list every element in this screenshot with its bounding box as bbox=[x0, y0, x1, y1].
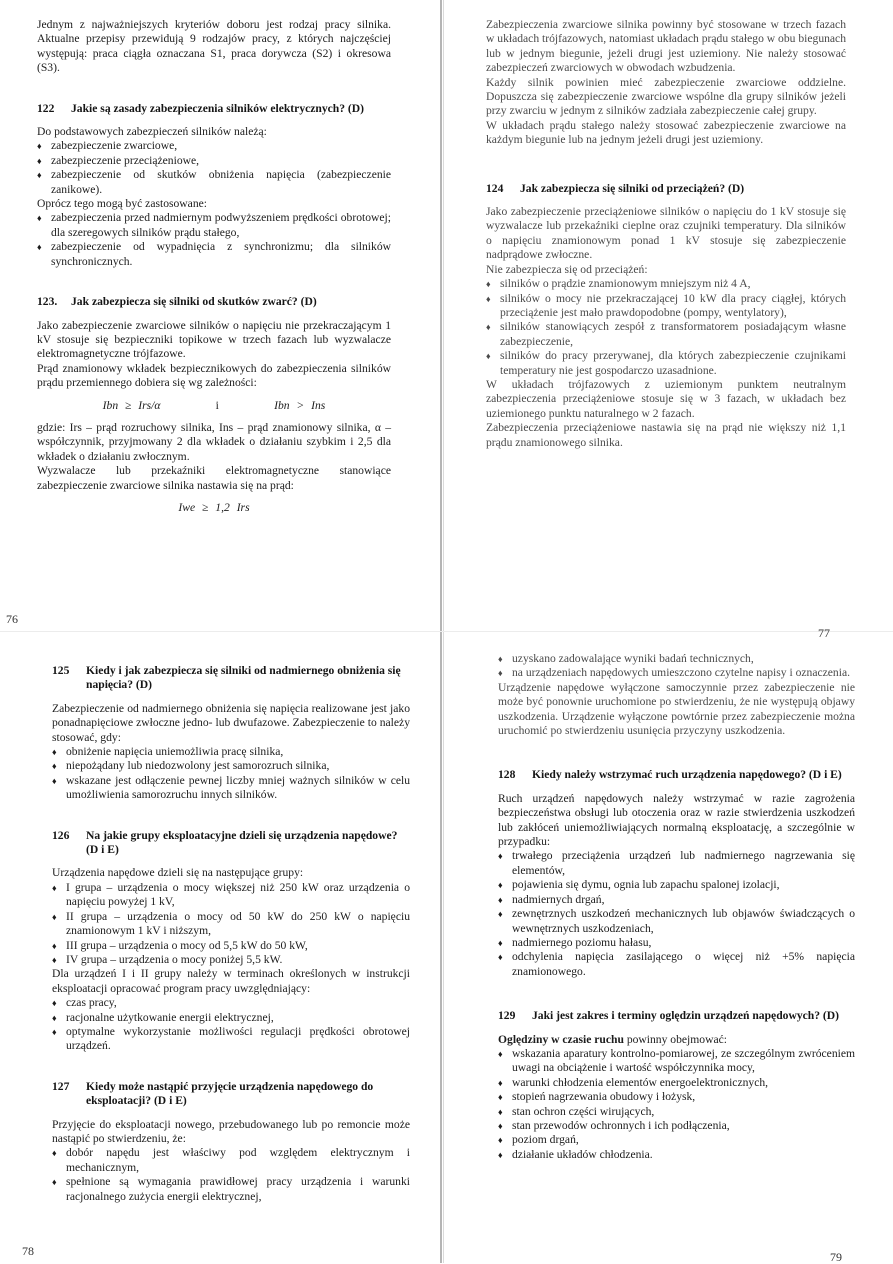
question-title: Jak zabezpiecza się silniki od skutków zwarć? (D) bbox=[71, 295, 317, 309]
question-number: 122 bbox=[37, 101, 55, 115]
page-79-column bbox=[498, 652, 855, 1162]
list-item: ♦ stopień nagrzewania obudowy i łożysk, bbox=[498, 1090, 855, 1104]
list-item: ♦ silników do pracy przerywanej, dla których zabezpieczenie czujnikami temperatury nie jest gospodarczo uzasadnione. bbox=[486, 349, 846, 378]
formula-trip: Iwe ≥ 1,2 Irs bbox=[178, 500, 250, 514]
page-76-column bbox=[37, 18, 391, 523]
answer-paragraph: gdzie: Irs – prąd rozruchowy silnika, Ins – prąd znamionowy silnika, α – współczynnik, przyjmowany 2 dla wkładek o działaniu szybkim i 2,5 dla wkładek o działaniu zwłocznym. bbox=[37, 420, 391, 463]
page-78-column bbox=[52, 638, 410, 1204]
answer-paragraph: Dla urządzeń I i II grupy należy w terminach określonych w instrukcji eksploatacji opracować program pracy uwzględniający: bbox=[52, 967, 410, 995]
page-76 bbox=[0, 0, 440, 631]
list-item: ♦ zabezpieczenie przeciążeniowe, bbox=[37, 154, 391, 168]
question-129 bbox=[498, 1009, 855, 1023]
list-item: ♦ trwałego przeciążenia urządzeń lub nadmiernego nagrzewania się elementów, bbox=[498, 849, 855, 878]
bullet-list bbox=[37, 211, 391, 269]
question-number: 127 bbox=[52, 1079, 70, 1093]
list-item: ♦ spełnione są wymagania prawidłowej pracy urządzenia i warunki racjonalnego zużycia energii elektrycznej, bbox=[52, 1175, 410, 1204]
bullet-list bbox=[52, 996, 410, 1054]
bullet-list bbox=[37, 139, 391, 197]
answer-lead-rest: powinny obejmować: bbox=[623, 1032, 727, 1046]
answer-paragraph: Zabezpieczenia zwarciowe silnika powinny być stosowane w trzech fazach w układach trójfazowych, natomiast układach prądu stałego w obu biegunach lub w jednym biegunie, jeżeli drugi jest uziemiony. Nie należy stosować zabezpieczeń zwarciowych w obwodach wzbudzenia. bbox=[486, 18, 846, 75]
question-title: Na jakie grupy eksploatacyjne dzieli się urządzenia napędowe? (D i E) bbox=[86, 828, 398, 857]
list-item: ♦ zabezpieczenia przed nadmiernym podwyższeniem prędkości obrotowej; dla szeregowych silników prądu stałego, bbox=[37, 211, 391, 240]
list-item: ♦ poziom drgań, bbox=[498, 1133, 855, 1147]
answer-paragraph: Każdy silnik powinien mieć zabezpieczenie zwarciowe oddzielne. Dopuszcza się zabezpieczenie zwarciowe wspólne dla grupy silników jeżeli przy zwarciu w jednym z silników zadziała zabezpieczenie całej grupy. bbox=[486, 75, 846, 118]
list-item: ♦ pojawienia się dymu, ognia lub zapachu spalonej izolacji, bbox=[498, 878, 855, 892]
question-126 bbox=[52, 829, 410, 858]
bullet-list bbox=[486, 277, 846, 378]
answer-paragraph: Zabezpieczenia przeciążeniowe nastawia się na prąd nie większy niż 1,1 prądu znamionowego silnika. bbox=[486, 421, 846, 449]
question-125 bbox=[52, 664, 410, 693]
list-item: ♦ działanie układów chłodzenia. bbox=[498, 1148, 855, 1162]
formula-part: Ibn > Ins bbox=[274, 398, 326, 412]
question-123 bbox=[37, 295, 391, 309]
question-number: 126 bbox=[52, 828, 70, 842]
list-item: ♦ racjonalne użytkowanie energii elektrycznej, bbox=[52, 1011, 410, 1025]
answer-paragraph: Ruch urządzeń napędowych należy wstrzymać w razie zagrożenia bezpieczeństwa obsługi lub otoczenia oraz w razie stwierdzenia uszkodzeń lub zakłóceń uniemożliwiających normalną eksploatację, a szczególnie w przypadku: bbox=[498, 791, 855, 849]
answer-paragraph: Prąd znamionowy wkładek bezpiecznikowych do zabezpieczenia silników prądu przemiennego dobiera się wg zależności: bbox=[37, 361, 391, 390]
question-number: 123. bbox=[37, 295, 58, 309]
page-77 bbox=[446, 0, 893, 640]
list-item: ♦ wskazane jest odłączenie pewnej liczby mniej ważnych silników w celu umożliwienia samorozruchu innych silników. bbox=[52, 774, 410, 803]
question-number: 124 bbox=[486, 181, 504, 195]
list-item: ♦ nadmiernych drgań, bbox=[498, 893, 855, 907]
bullet-list bbox=[498, 849, 855, 979]
question-number: 129 bbox=[498, 1009, 516, 1023]
bullet-list bbox=[52, 745, 410, 803]
list-item: ♦ niepożądany lub niedozwolony jest samorozruch silnika, bbox=[52, 759, 410, 773]
answer-lead: Do podstawowych zabezpieczeń silników należą: bbox=[37, 125, 267, 139]
question-128 bbox=[498, 768, 855, 782]
question-title: Kiedy i jak zabezpiecza się silniki od nadmiernego obniżenia się napięcia? (D) bbox=[86, 664, 401, 692]
answer-paragraph: Wyzwalacze lub przekaźniki elektromagnetyczne stanowiące zabezpieczenie zwarciowe silnika nastawia się na prąd: bbox=[37, 464, 391, 492]
formula-part: Ibn ≥ Irs/α bbox=[102, 398, 161, 412]
question-title: Kiedy należy wstrzymać ruch urządzenia napędowego? (D i E) bbox=[532, 768, 842, 782]
list-item: ♦ odchylenia napięcia zasilającego o więcej niż +5% napięcia znamionowego. bbox=[498, 950, 855, 979]
question-122 bbox=[37, 102, 391, 116]
question-title: Jaki jest zakres i terminy oględzin urządzeń napędowych? (D) bbox=[532, 1009, 839, 1023]
answer-paragraph: Urządzenie napędowe wyłączone samoczynnie przez zabezpieczenie nie może być ponownie uruchomione po stwierdzeniu, że nie występują objawy uszkodzenia. Urządzenie wyłączone powtórnie przez zabezpieczenie można uruchomić po stwierdzeniu usunięcia przyczyny uszkodzenia. bbox=[498, 680, 855, 738]
answer-lead: Urządzenia napędowe dzieli się na następujące grupy: bbox=[52, 866, 304, 880]
answer-lead-bold: Oględziny w czasie ruchu bbox=[498, 1032, 624, 1046]
answer-paragraph: Przyjęcie do eksploatacji nowego, przebudowanego lub po remoncie może nastąpić po stwierdzeniu, że: bbox=[52, 1117, 410, 1145]
bullet-list bbox=[52, 1146, 410, 1204]
list-item: ♦ II grupa – urządzenia o mocy od 50 kW do 250 kW o napięciu znamionowym 1 kV i niższym, bbox=[52, 910, 410, 939]
question-title: Jakie są zasady zabezpieczenia silników elektrycznych? (D) bbox=[71, 101, 365, 115]
intro-paragraph: Jednym z najważniejszych kryteriów doboru jest rodzaj pracy silnika. Aktualne przepisy przewidują 9 rodzajów pracy, z których najczęściej występują: praca ciągła oznaczana S1, praca dorywcza (S2) i okresowa (S3). bbox=[37, 18, 391, 75]
question-127 bbox=[52, 1080, 410, 1109]
list-item: ♦ silników o mocy nie przekraczającej 10 kW dla pracy ciągłej, których przeciążenie jest mało prawdopodobne (pompy, wentylatory), bbox=[486, 292, 846, 321]
list-item: ♦ IV grupa – urządzenia o mocy poniżej 5,5 kW. bbox=[52, 953, 410, 967]
bullet-list bbox=[498, 652, 855, 681]
answer-lead bbox=[498, 1033, 855, 1047]
answer-paragraph: Jako zabezpieczenie zwarciowe silników o napięciu nie przekraczającym 1 kV stosuje się bezpieczniki topikowe w trzech fazach lub wyzwalacze elektromagnetyczne trójfazowe. bbox=[37, 318, 391, 361]
answer-lead: Nie zabezpiecza się od przeciążeń: bbox=[486, 262, 648, 276]
list-item: ♦ zabezpieczenie zwarciowe, bbox=[37, 139, 391, 153]
answer-paragraph: Jako zabezpieczenie przeciążeniowe silników o napięciu do 1 kV stosuje się wyzwalacze lub przekaźniki cieplne oraz czujniki temperatury. Dla silników o napięciu znamionowym ponad 1 kV stosuje się zabezpieczenie nadprądowe zwłoczne. bbox=[486, 205, 846, 262]
list-item: ♦ optymalne wykorzystanie możliwości regulacji prędkości obrotowej urządzeń. bbox=[52, 1025, 410, 1054]
answer-paragraph: W układach prądu stałego należy stosować zabezpieczenie zwarciowe na każdym biegunie lub na jednym jeżeli drugi jest uziemiony. bbox=[486, 118, 846, 147]
list-item: ♦ silników o prądzie znamionowym mniejszym niż 4 A, bbox=[486, 277, 846, 291]
formula-fuse bbox=[37, 399, 391, 413]
page-number: 77 bbox=[818, 626, 830, 640]
question-title: Jak zabezpiecza się silniki od przeciążeń? (D) bbox=[520, 181, 745, 195]
list-item: ♦ zabezpieczenie od skutków obniżenia napięcia (zabezpieczenie zanikowe). bbox=[37, 168, 391, 197]
list-item: ♦ na urządzeniach napędowych umieszczono czytelne napisy i oznaczenia. bbox=[498, 666, 855, 680]
list-item: ♦ stan ochron części wirujących, bbox=[498, 1105, 855, 1119]
list-item: ♦ silników stanowiących zespół z transformatorem posiadającym własne zabezpieczenie, bbox=[486, 320, 846, 349]
list-item: ♦ nadmiernego poziomu hałasu, bbox=[498, 936, 855, 950]
list-item: ♦ dobór napędu jest właściwy pod względem elektrycznym i mechanicznym, bbox=[52, 1146, 410, 1175]
question-number: 125 bbox=[52, 664, 70, 677]
list-item: ♦ III grupa – urządzenia o mocy od 5,5 kW do 50 kW, bbox=[52, 939, 410, 953]
answer-paragraph: Zabezpieczenie od nadmiernego obniżenia się napięcia realizowane jest jako ponadnapięciowe zwłoczne jedno- lub dwufazowe. Zabezpieczenie to należy stosować, gdy: bbox=[52, 701, 410, 744]
page-number: 78 bbox=[22, 1244, 34, 1258]
list-item: ♦ uzyskano zadowalające wyniki badań technicznych, bbox=[498, 652, 855, 666]
list-item: ♦ I grupa – urządzenia o mocy większej niż 250 kW oraz urządzenia o napięciu powyżej 1 kV, bbox=[52, 881, 410, 910]
page-77-column bbox=[486, 18, 846, 450]
page-78 bbox=[0, 632, 440, 1263]
formula-separator: i bbox=[215, 398, 219, 412]
list-item: ♦ wskazania aparatury kontrolno-pomiarowej, ze szczególnym zwróceniem uwagi na obciążenie i wartość współczynnika mocy, bbox=[498, 1047, 855, 1076]
list-item: ♦ obniżenie napięcia uniemożliwia pracę silnika, bbox=[52, 745, 410, 759]
question-number: 128 bbox=[498, 768, 516, 782]
list-item: ♦ stan przewodów ochronnych i ich podłączenia, bbox=[498, 1119, 855, 1133]
question-124 bbox=[486, 182, 846, 196]
page-number: 76 bbox=[6, 612, 18, 626]
list-item: ♦ zabezpieczenie od wypadnięcia z synchronizmu; dla silników synchronicznych. bbox=[37, 240, 391, 269]
bullet-list bbox=[498, 1047, 855, 1162]
list-item: ♦ zewnętrznych uszkodzeń mechanicznych lub objawów świadczących o wewnętrznych uszkodzeniach, bbox=[498, 907, 855, 936]
answer-paragraph: W układach trójfazowych z uziemionym punktem neutralnym zabezpieczenia przeciążeniowe stosuje się w 3 fazach, w układach bez uziemionego punktu naturalnego w 2 fazach. bbox=[486, 377, 846, 420]
page-number: 79 bbox=[830, 1250, 842, 1264]
list-item: ♦ warunki chłodzenia elementów energoelektronicznych, bbox=[498, 1076, 855, 1090]
bullet-list bbox=[52, 881, 410, 967]
page-79 bbox=[446, 632, 893, 1263]
question-title: Kiedy może nastąpić przyjęcie urządzenia napędowego do eksploatacji? (D i E) bbox=[86, 1079, 374, 1108]
answer-lead: Oprócz tego mogą być zastosowane: bbox=[37, 197, 207, 211]
list-item: ♦ czas pracy, bbox=[52, 996, 410, 1010]
